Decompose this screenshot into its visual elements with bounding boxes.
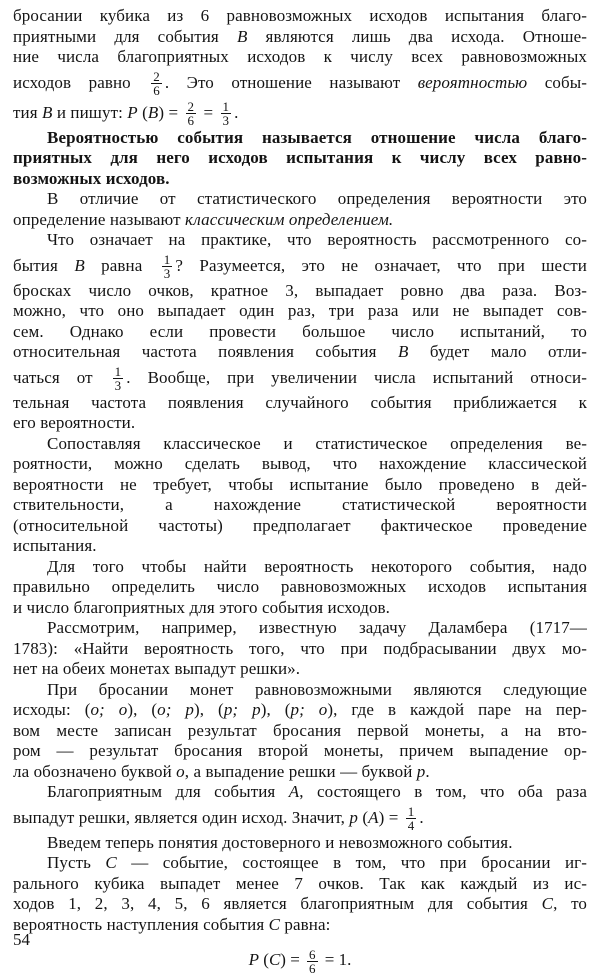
text-line: нет на обеих монетах выпадут решки». bbox=[13, 659, 301, 678]
text-line: бросках число очков, кратное 3, выпадает ровно два раза. Воз- bbox=[13, 280, 587, 300]
text-line: бросании кубика из 6 равновозможных исходов испытания благо- bbox=[13, 6, 587, 25]
paragraph-classical bbox=[13, 189, 587, 230]
page-number: 54 bbox=[13, 930, 30, 949]
text-line: ла обозначено буквой o, а выпадение решки — буквой p. bbox=[13, 761, 430, 781]
text-line: Сопоставляя классическое и статистическое определения ве- bbox=[47, 433, 587, 453]
fraction: $\frac{1}{4}$ bbox=[407, 804, 415, 834]
text-line: (относительной частоты) предполагает фактическое проведение bbox=[13, 515, 587, 535]
paragraph-coins bbox=[13, 680, 587, 783]
text-line: приятными для события B являются лишь два исхода. Отноше- bbox=[13, 26, 587, 46]
text-line: ние числа благоприятных исходов к числу всех равновозможных bbox=[13, 47, 587, 66]
text-line: роятности, можно сделать вывод, что нахождение классической bbox=[13, 454, 587, 473]
text-line: 1783): «Найти вероятность того, что при подбрасывании двух мо- bbox=[13, 638, 587, 658]
text-line: Для того чтобы найти вероятность некоторого события, надо bbox=[47, 556, 587, 576]
textbook-page bbox=[13, 6, 587, 977]
definition-line: приятных для него исходов испытания к числу всех равно- bbox=[13, 148, 587, 167]
paragraph-intro bbox=[13, 6, 587, 128]
text-line: можно, что оно выпадает один раз, три раза или не выпадет сов- bbox=[13, 301, 587, 320]
text-line: При бросании монет равновозможными являются следующие bbox=[47, 679, 587, 699]
fraction: $\frac{6}{6}$ bbox=[309, 946, 316, 976]
text-line: ром — результат бросания второй монеты, причем выпадение ор- bbox=[13, 741, 587, 760]
paragraph-method bbox=[13, 557, 587, 619]
text-line: ходов 1, 2, 3, 4, 5, 6 является благоприятным для события C, то bbox=[13, 894, 587, 913]
text-line: бытия B равна $\frac{1}{3}$ ? Разумеется, это не означает, что при шести bbox=[13, 252, 587, 282]
text-line: выпадут решки, является один исход. Значит, p (A) = $\frac{1}{4}$ . bbox=[13, 804, 424, 834]
text-line: правильно определить число равновозможных исходов испытания bbox=[13, 577, 587, 596]
definition-block bbox=[13, 128, 587, 190]
paragraph-dalembert bbox=[13, 618, 587, 680]
text-line: вероятности не требует, чтобы испытание было проведено в дей- bbox=[13, 474, 587, 494]
fraction: $\frac{1}{3}$ bbox=[114, 364, 122, 394]
fraction: $\frac{1}{3}$ bbox=[222, 99, 230, 129]
text-line: и число благоприятных для этого события исходов. bbox=[13, 597, 391, 617]
text-line: испытания. bbox=[13, 536, 97, 555]
text-line: чаться от $\frac{1}{3}$ . Вообще, при увеличении числа испытаний относи- bbox=[13, 364, 587, 394]
text-line: Благоприятным для события A, состоящего в том, что оба раза bbox=[47, 782, 587, 801]
text-line: вероятность наступления события C равна: bbox=[13, 914, 331, 934]
text-line: тия B и пишут: P (B) = $\frac{2}{6}$ = $\frac{1}{3}$ . bbox=[13, 99, 239, 129]
fraction: $\frac{2}{6}$ bbox=[153, 69, 160, 99]
text-line: исходы: (o; o), (o; p), (p; p), (p; o), где в каждой паре на пер- bbox=[13, 700, 588, 719]
paragraph-event-c bbox=[13, 853, 587, 935]
text-line: тельная частота появления случайного события приближается к bbox=[13, 392, 587, 412]
text-line: ствительности, а нахождение статистической вероятности bbox=[13, 495, 587, 514]
definition-line: возможных исходов. bbox=[13, 168, 170, 188]
formula-certain-event: P (C) = $\frac{6}{6}$ = 1. bbox=[248, 946, 352, 976]
text-line: рального кубика выпадет менее 7 очков. Так как каждый из ис- bbox=[13, 873, 587, 893]
text-line: вом месте записан результат бросания первой монеты, а на вто- bbox=[13, 720, 587, 740]
text-line: Рассмотрим, например, известную задачу Даламбера (1717— bbox=[47, 618, 587, 637]
fraction: $\frac{2}{6}$ bbox=[187, 99, 195, 129]
text-line: Введем теперь понятия достоверного и невозможного события. bbox=[47, 832, 513, 852]
definition-line: Вероятностью события называется отношение числа благо- bbox=[47, 127, 587, 147]
text-line: В отличие от статистического определения вероятности это bbox=[47, 189, 587, 208]
text-line: относительная частота появления события B будет мало отли- bbox=[13, 342, 587, 361]
paragraph-favorable bbox=[13, 782, 587, 833]
text-line: Что означает на практике, что вероятность рассмотренного со- bbox=[47, 230, 587, 249]
paragraph-certain bbox=[13, 833, 587, 854]
text-line: Пусть C — событие, состоящее в том, что при бросании иг- bbox=[47, 853, 587, 872]
text-line: определение называют классическим определением. bbox=[13, 209, 394, 229]
fraction: $\frac{1}{3}$ bbox=[163, 252, 171, 282]
text-line: его вероятности. bbox=[13, 413, 136, 432]
text-line: исходов равно $\frac{2}{6}$ . Это отношение называют вероятностью собы- bbox=[13, 69, 587, 99]
text-line: сем. Однако если провести большое число испытаний, то bbox=[13, 321, 587, 341]
paragraph-practice bbox=[13, 230, 587, 434]
paragraph-comparison bbox=[13, 434, 587, 557]
